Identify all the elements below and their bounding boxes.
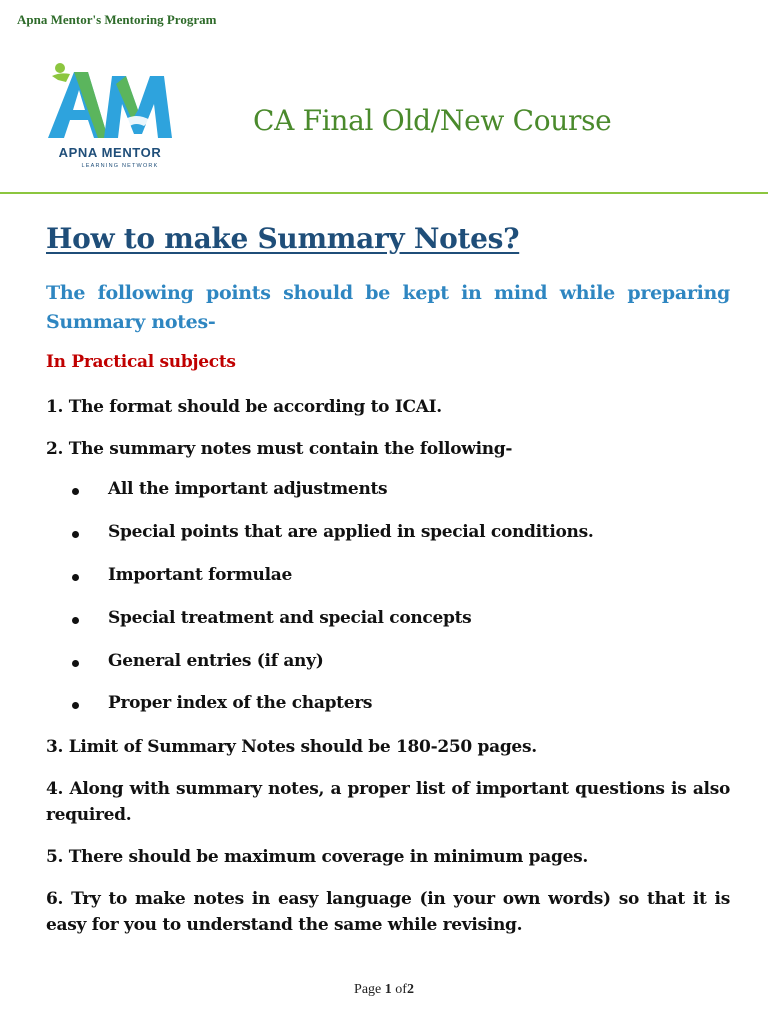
logo-person-body xyxy=(52,73,70,82)
footer-total-pages: 2 xyxy=(406,982,414,997)
page-footer xyxy=(0,982,768,998)
bullet-item: Special treatment and special concepts xyxy=(108,608,472,628)
bullet-dot xyxy=(72,574,79,581)
bullet-item: Special points that are applied in special conditions. xyxy=(108,522,594,542)
footer-page-word: Page xyxy=(354,982,382,997)
point-5: 5. There should be maximum coverage in minimum pages. xyxy=(46,847,588,867)
footer-of-word: of xyxy=(395,982,407,997)
section-heading: In Practical subjects xyxy=(46,352,236,372)
logo-person-head xyxy=(55,63,65,73)
point-6: 6. Try to make notes in easy language (in your own words) so that it is easy for you to understand the same while revising. xyxy=(46,889,730,935)
program-header: Apna Mentor's Mentoring Program xyxy=(17,12,217,27)
bullet-dot xyxy=(72,488,79,495)
point-2: 2. The summary notes must contain the following- xyxy=(46,439,513,459)
bullet-item: Proper index of the chapters xyxy=(108,693,373,713)
bullet-dot xyxy=(72,617,79,624)
bullet-item: Important formulae xyxy=(108,565,292,585)
page-title: How to make Summary Notes? xyxy=(46,222,520,255)
bullet-dot xyxy=(72,660,79,667)
bullet-item: General entries (if any) xyxy=(108,651,324,671)
intro-text: The following points should be kept in mind while preparing Summary notes- xyxy=(46,282,730,333)
apna-mentor-logo xyxy=(44,54,176,170)
logo-brand-text: APNA MENTOR xyxy=(58,145,162,160)
logo-tagline-text: LEARNING NETWORK xyxy=(81,163,159,169)
point-1: 1. The format should be according to ICAI. xyxy=(46,397,442,417)
bullet-dot xyxy=(72,702,79,709)
bullet-item: All the important adjustments xyxy=(108,479,388,499)
course-title: CA Final Old/New Course xyxy=(253,104,612,137)
logo-letter-m xyxy=(104,76,172,138)
bullet-dot xyxy=(72,531,79,538)
point-4: 4. Along with summary notes, a proper list of important questions is also required. xyxy=(46,779,730,825)
footer-current-page: 1 xyxy=(384,982,392,997)
point-3: 3. Limit of Summary Notes should be 180-250 pages. xyxy=(46,737,537,757)
header-divider xyxy=(0,192,768,194)
